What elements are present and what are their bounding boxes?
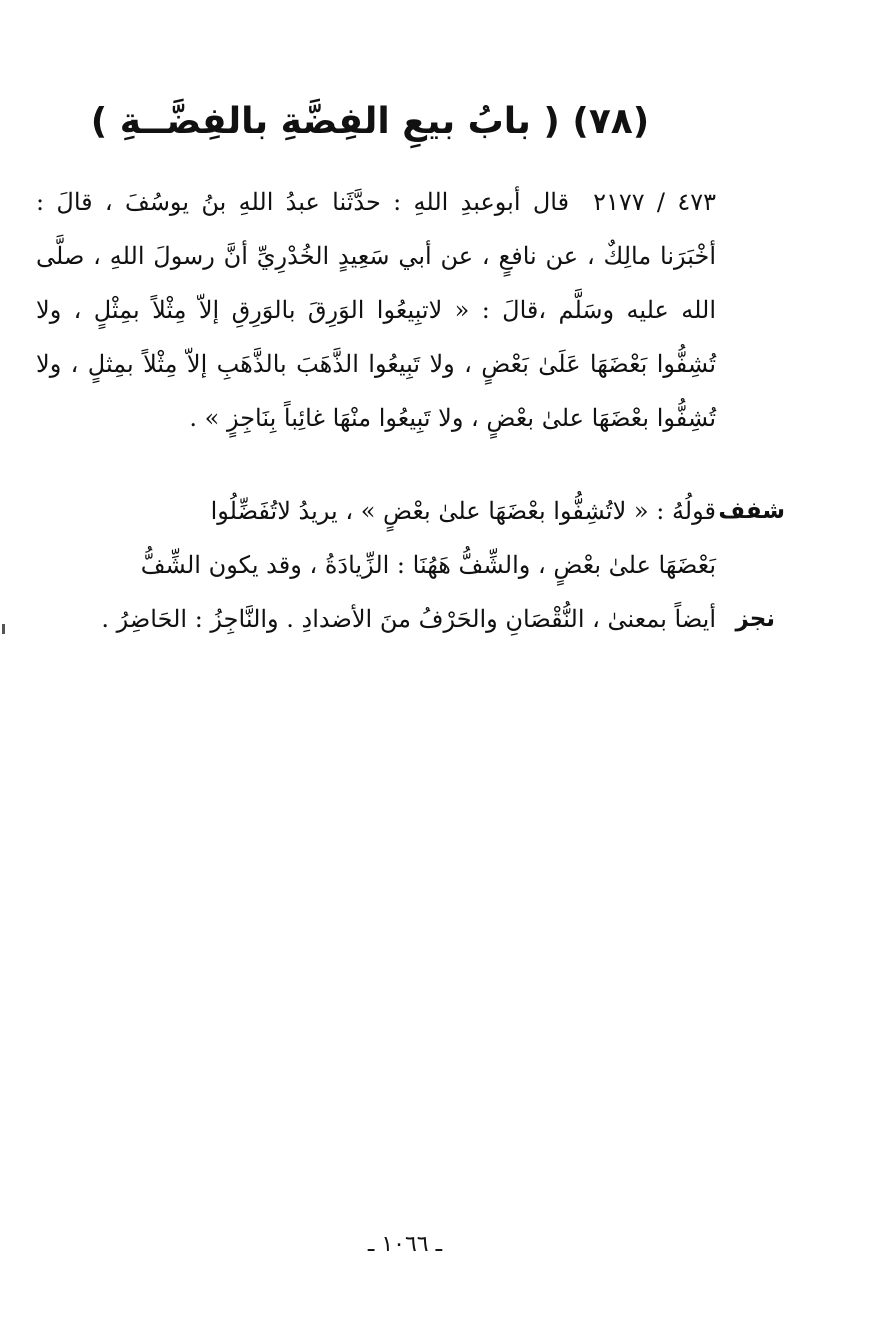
note-line-1: قولُهُ : « لاتُشِفُّوا بعْضَهَا علىٰ بعْضٍ » ، يريدُ لاتُفَضِّلُوا [210,497,716,525]
chapter-title: (٧٨) ( بابُ بيعِ الفِضَّةِ بالفِضَّــةِ ) [90,101,650,142]
page-number: ـ ١٠٦٦ ـ [367,1232,443,1257]
note-line-3: أيضاً بمعنىٰ ، النُّقْصَانِ والحَرْفُ منَ الأضدادِ . والنَّاجِزُ : الحَاضِرُ . [101,605,716,633]
hadith-number: ٤٧٣ / ٢١٧٧ [593,188,716,216]
hadith-text: قال أبوعبدِ اللهِ : حدَّثَنا عبدُ اللهِ بنُ يوسُفَ ، قالَ : أخْبَرَنا مالِكٌ ، عن نافعٍ ، عن أبي سَعِيدٍ الخُدْرِيِّ أنَّ رسولَ اللهِ ، صلَّى الله عليه وسَلَّم ،قالَ : « لاتبِيعُوا الوَرِقَ بالوَرِقِ إلاّ مِثْلاً بمِثْلٍ ، ولا تُشِفُّوا بَعْضَهَا عَلَىٰ بَعْضٍ ، ولا تَبِيعُوا الذَّهَبَ بالذَّهَبِ إلاّ مِثْلاً بمِثلٍ ، ولا تُشِفُّوا بعْضَهَا علىٰ بعْضٍ ، ولا تَبِيعُوا منْهَا غائِباً بِنَاجِزٍ » . [36,188,716,432]
hadith-paragraph [36,175,716,445]
margin-keyword-njz: نجز [735,606,775,632]
note-line-2: بَعْضَهَا علىٰ بعْضٍ ، والشِّفُّ هَهُنَا : الزِّيادَةُ ، وقد يكون الشِّفُّ [140,551,716,579]
scan-artifact [2,624,5,634]
margin-keyword-shff: شفف [718,498,785,524]
